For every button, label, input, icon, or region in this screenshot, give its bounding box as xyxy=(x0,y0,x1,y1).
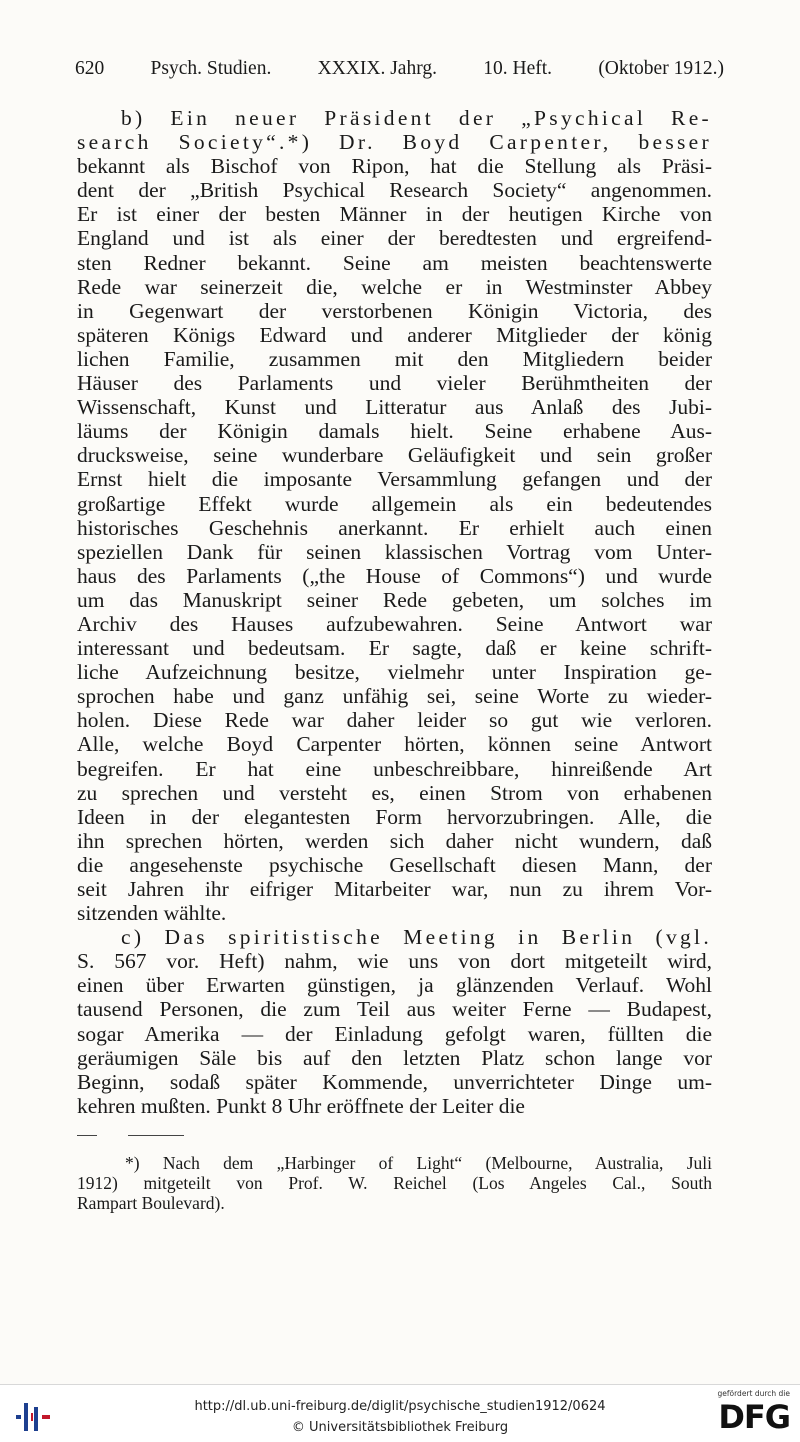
body-line: sogar Amerika — der Einladung gefolgt waren, füllten die xyxy=(77,1021,712,1046)
body-line: sten Redner bekannt. Seine am meisten beachtenswerte xyxy=(77,250,712,275)
copyright-notice: © Universitätsbibliothek Freiburg xyxy=(291,1420,509,1435)
body-line: haus des Parlaments („the House of Commons“) und wurde xyxy=(77,563,712,588)
body-line: geräumigen Säle bis auf den letzten Platz schon lange vor xyxy=(77,1045,712,1070)
body-line: läums der Königin damals hielt. Seine erhabene Aus- xyxy=(77,419,712,444)
body-line: späteren Königs Edward und anderer Mitglieder der könig xyxy=(77,322,712,347)
body-line: speziellen Dank für seinen klassischen Vortrag vom Unter- xyxy=(77,539,712,564)
body-line: drucksweise, seine wunderbare Geläufigkeit und sein großer xyxy=(77,443,712,468)
body-line: Ernst hielt die imposante Versammlung gefangen und der xyxy=(77,467,712,492)
document-url[interactable]: http://dl.ub.uni-freiburg.de/diglit/psychische_studien1912/0624 xyxy=(194,1399,606,1414)
body-line: zu sprechen und versteht es, einen Strom von erhabenen xyxy=(77,780,712,805)
footnote-line: *) Nach dem „Harbinger of Light“ (Melbourne, Australia, Juli xyxy=(125,1153,712,1173)
body-line: S. 567 vor. Heft) nahm, wie uns von dort mitgeteilt wird, xyxy=(77,949,712,974)
body-line: dent der „British Psychical Research Society“ angenommen. xyxy=(77,178,712,203)
body-line: Alle, welche Boyd Carpenter hörten, können seine Antwort xyxy=(77,732,712,757)
issue-date: (Oktober 1912.) xyxy=(598,58,724,79)
dfg-wordmark: DFG xyxy=(718,1398,790,1436)
body-line: begreifen. Er hat eine unbeschreibbare, hinreißende Art xyxy=(77,756,712,781)
body-line: historisches Geschehnis anerkannt. Er erhielt auch einen xyxy=(77,515,712,540)
body-line: c) Das spiritistische Meeting in Berlin (vgl. xyxy=(121,925,712,950)
body-line: Ideen in der elegantesten Form hervorzubringen. Alle, die xyxy=(77,804,712,829)
sponsor-caption: gefördert durch die xyxy=(717,1389,790,1398)
body-line: Er ist einer der besten Männer in der heutigen Kirche von xyxy=(77,202,712,227)
body-line: holen. Diese Rede war daher leider so gut wie verloren. xyxy=(77,708,712,733)
body-line: sprochen habe und ganz unfähig sei, seine Worte zu wieder- xyxy=(77,684,712,709)
body-line: Beginn, sodaß später Kommende, unverrichteter Dinge um- xyxy=(77,1069,712,1094)
viewer-footer xyxy=(0,1384,800,1442)
body-line: einen über Erwarten günstigen, ja glänzenden Verlauf. Wohl xyxy=(77,973,712,998)
body-line: lichen Familie, zusammen mit den Mitgliedern beider xyxy=(77,346,712,371)
footnote-line: 1912) mitgeteilt von Prof. W. Reichel (Los Angeles Cal., South xyxy=(77,1173,712,1193)
footnote-rule-short xyxy=(77,1135,97,1136)
body-line: in Gegenwart der verstorbenen Königin Victoria, des xyxy=(77,298,712,323)
body-line: Rede war seinerzeit die, welche er in Westminster Abbey xyxy=(77,274,712,299)
footnote-rule-long xyxy=(128,1135,184,1136)
body-line: tausend Personen, die zum Teil aus weiter Ferne — Budapest, xyxy=(77,997,712,1022)
body-line: kehren mußten. Punkt 8 Uhr eröffnete der Leiter die xyxy=(77,1093,525,1118)
body-line: um das Manuskript seiner Rede gebeten, um solches im xyxy=(77,587,712,612)
footnote-line: Rampart Boulevard). xyxy=(77,1193,225,1213)
footnote xyxy=(77,1153,712,1213)
body-line: interessant und bedeutsam. Er sagte, daß er keine schrift- xyxy=(77,636,712,661)
running-header xyxy=(75,58,724,90)
article-body xyxy=(77,106,712,1118)
body-line: die angesehenste psychische Gesellschaft diesen Mann, der xyxy=(77,852,712,877)
body-line: bekannt als Bischof von Ripon, hat die Stellung als Präsi- xyxy=(77,154,712,179)
body-line: Wissenschaft, Kunst und Litteratur aus Anlaß des Jubi- xyxy=(77,395,712,420)
journal-title: Psych. Studien. xyxy=(150,58,272,79)
body-line: großartige Effekt wurde allgemein als ein bedeutendes xyxy=(77,491,712,516)
body-line: liche Aufzeichnung besitze, vielmehr unter Inspiration ge- xyxy=(77,660,712,685)
issue: 10. Heft. xyxy=(483,58,553,79)
body-line: Archiv des Hauses aufzubewahren. Seine Antwort war xyxy=(77,611,712,636)
page-number: 620 xyxy=(75,58,105,79)
volume: XXXIX. Jahrg. xyxy=(317,58,437,79)
body-line: sitzenden wählte. xyxy=(77,901,227,926)
body-line: Häuser des Parlaments und vieler Berühmtheiten der xyxy=(77,371,712,396)
body-line: England und ist als einer der beredtesten und ergreifend- xyxy=(77,226,712,251)
body-line: ihn sprechen hörten, werden sich daher nicht wundern, daß xyxy=(77,828,712,853)
body-line: b) Ein neuer Präsident der „Psychical Re- xyxy=(121,106,712,130)
body-line: search Society“.*) Dr. Boyd Carpenter, besser xyxy=(77,130,712,155)
body-line: seit Jahren ihr eifriger Mitarbeiter war, nun zu ihrem Vor- xyxy=(77,877,712,901)
